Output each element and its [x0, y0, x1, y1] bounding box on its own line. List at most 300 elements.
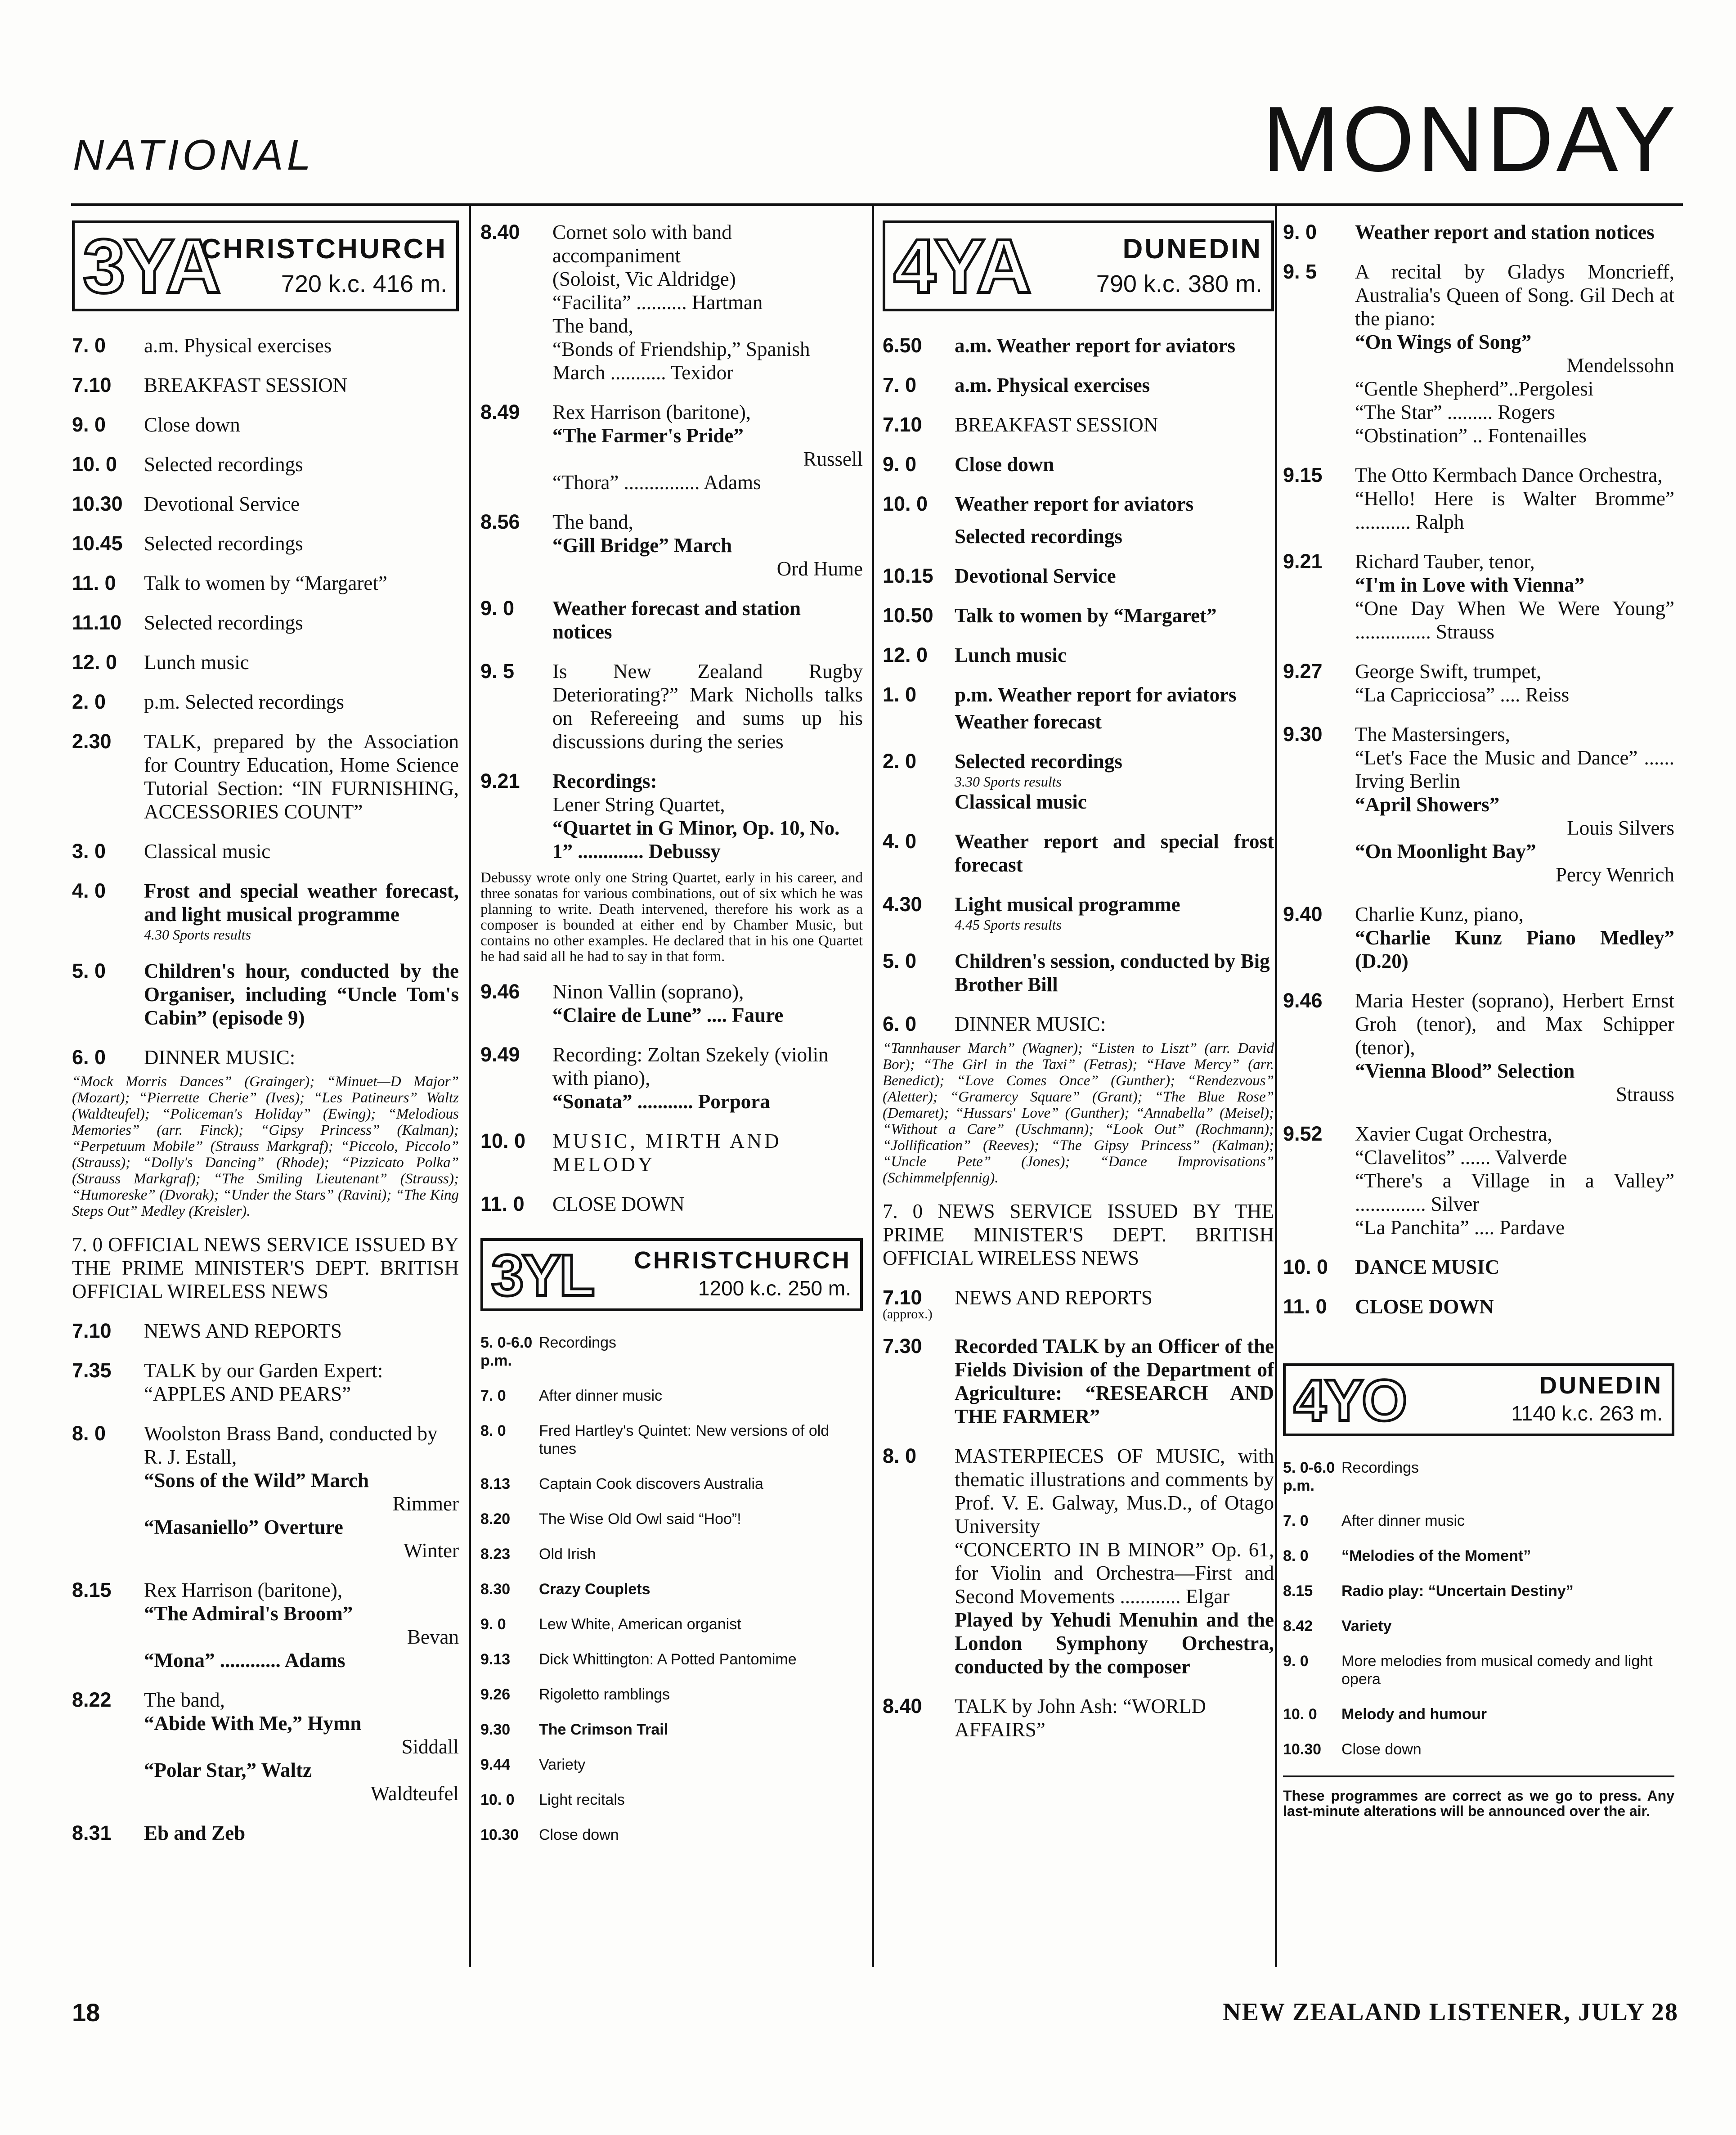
- schedule-entry: [480, 1334, 863, 1370]
- entry-time: 11. 0: [1283, 1295, 1327, 1318]
- schedule-entry: [480, 1615, 863, 1633]
- top-rule: [71, 203, 1683, 206]
- entry-title: Captain Cook discovers Australia: [539, 1475, 763, 1492]
- programme-entry: [883, 492, 1274, 548]
- entry-subtitle: Selected recordings: [955, 525, 1122, 548]
- dinner-music-list: “Tannhauser March” (Wagner); “Listen to Liszt” (arr. David Bor); “The Girl in the Taxi” (Fetras); “Have Mercy” (arr. Benedict); “Love Comes Once” (Gunther); “Rendezvous” (Aletter); “Gramercy Square” (Grant); “The Blue Rose” (Demaret); “Hussars' Love” (Gunther); “Annabella” (Meisel); “Without a Care” (Uschmann); “Look Out” (Rochmann); “Jollification” (Reeves); “The Gipsy Princess” (Kalman); “Uncle Pete” (Jones); “Dance Improvisations” (Schimmelpfennig).: [883, 1040, 1274, 1186]
- programme-entry: [883, 1012, 1274, 1036]
- station-city: DUNEDIN: [1122, 234, 1262, 265]
- programme-entry: [72, 730, 459, 823]
- entry-time: 9.49: [480, 1043, 520, 1066]
- entry-title: Rex Harrison (baritone),: [552, 401, 751, 423]
- entry-title: NEWS AND REPORTS: [955, 1286, 1153, 1309]
- entry-time: 8.20: [480, 1510, 511, 1528]
- entry-time: 10. 0: [480, 1129, 526, 1152]
- station-badge-3yl: [480, 1238, 863, 1311]
- programme-entry: [883, 373, 1274, 397]
- programme-entry: [72, 1422, 459, 1562]
- entry-time: 9.46: [1283, 989, 1323, 1012]
- schedule-entry: [480, 1475, 863, 1493]
- schedule-entry: [480, 1545, 863, 1563]
- entry-title: Richard Tauber, tenor,: [1355, 550, 1535, 573]
- entry-time: 9. 0: [480, 597, 515, 620]
- programme-entry: [72, 690, 459, 714]
- divider: [1283, 1775, 1674, 1777]
- entry-title: Is New Zealand Rugby Deteriorating?” Mark Nicholls talks on Refereeing and sums up his discussions during the series: [552, 660, 863, 753]
- programme-entry: [1283, 550, 1674, 643]
- entry-title: DINNER MUSIC:: [955, 1013, 1106, 1035]
- entry-time: 8. 0: [72, 1422, 106, 1445]
- work-title: “Let's Face the Music and Dance” ...... Irving Berlin: [1355, 746, 1674, 792]
- entry-title: Selected recordings: [144, 611, 303, 634]
- composer: Strauss: [1615, 1083, 1674, 1106]
- column-divider-1: [469, 203, 471, 1967]
- composer: Siddall: [401, 1735, 459, 1758]
- entry-time: 9. 0: [883, 453, 917, 476]
- entry-time: 9. 0: [480, 1616, 506, 1633]
- page-number: 18: [72, 1998, 100, 2027]
- entry-time: 11.10: [72, 611, 122, 634]
- entry-title: More melodies from musical comedy and light opera: [1341, 1653, 1653, 1688]
- work-title: “April Showers”: [1355, 793, 1500, 816]
- entry-title: Xavier Cugat Orchestra,: [1355, 1123, 1552, 1145]
- programme-entry: [883, 604, 1274, 627]
- entry-time: 2.30: [72, 730, 112, 753]
- programme-entry: [1283, 463, 1674, 534]
- composer: Ord Hume: [776, 557, 863, 580]
- entry-title: Crazy Couplets: [539, 1581, 650, 1598]
- performer: Played by Yehudi Menuhin and the London Symphony Orchestra, conducted by the composer: [955, 1609, 1274, 1678]
- entry-time: 8.49: [480, 400, 520, 423]
- entry-time: 8.56: [480, 510, 520, 533]
- sports-note: 3.30 Sports results: [955, 773, 1062, 790]
- programme-entry: [480, 769, 863, 863]
- entry-time: 7.10: [72, 1319, 112, 1342]
- entry-time: 12. 0: [72, 651, 117, 674]
- programme-entry: [883, 683, 1274, 733]
- entry-time: 7. 0: [480, 1387, 506, 1404]
- work-title: “Gill Bridge” March: [552, 534, 732, 557]
- entry-title: Talk to women by “Margaret”: [144, 572, 387, 594]
- work-title: “One Day When We Were Young” ............... Strauss: [1355, 597, 1674, 643]
- entry-time: 9.30: [480, 1721, 511, 1738]
- entry-time: 8. 0: [1283, 1547, 1309, 1564]
- programme-entry: [883, 750, 1274, 814]
- work-title: “Thora” ............... Adams: [552, 471, 761, 494]
- entry-title: Rex Harrison (baritone),: [144, 1579, 343, 1601]
- programme-entry: [883, 453, 1274, 476]
- programme-entry: [1283, 903, 1674, 973]
- publication-footer: NEW ZEALAND LISTENER, JULY 28: [1223, 1998, 1678, 2026]
- entry-time: 9. 0: [1283, 1653, 1309, 1670]
- work-title: “Hello! Here is Walter Bromme” ........... Ralph: [1355, 487, 1674, 533]
- column-3ya-continued: [480, 220, 863, 1861]
- station-frequency: 720 k.c. 416 m.: [281, 270, 447, 297]
- entry-time: 5. 0-6.0 p.m.: [480, 1334, 533, 1369]
- entry-time: 8.13: [480, 1475, 511, 1492]
- entry-time: 9.30: [1283, 723, 1323, 746]
- work-title: “Clavelitos” ...... Valverde: [1355, 1146, 1567, 1169]
- entry-time: 10.30: [1283, 1741, 1322, 1758]
- entry-time: 9.46: [480, 980, 520, 1003]
- entry-time: 8.40: [883, 1695, 922, 1717]
- entry-title: Selected recordings: [955, 750, 1122, 773]
- entry-title: DINNER MUSIC:: [144, 1046, 296, 1069]
- programme-entry: [883, 564, 1274, 588]
- entry-time: 9.21: [1283, 550, 1323, 573]
- network-title: NATIONAL: [73, 131, 314, 179]
- column-4ya: [883, 220, 1274, 1757]
- programme-entry: [883, 949, 1274, 996]
- programme-entry: [883, 413, 1274, 436]
- programme-entry: [72, 532, 459, 555]
- programme-entry: [1283, 989, 1674, 1106]
- call-sign: 4YO: [1294, 1367, 1406, 1433]
- entry-title: The band,: [144, 1689, 225, 1711]
- composer: Rimmer: [392, 1492, 459, 1515]
- entry-title: A recital by Gladys Moncrieff, Australia's Queen of Song. Gil Dech at the piano:: [1355, 261, 1674, 330]
- work-title: “Facilita” .......... Hartman: [552, 291, 763, 314]
- entry-title: The Otto Kermbach Dance Orchestra,: [1355, 464, 1663, 486]
- entry-title: Woolston Brass Band, conducted by R. J. Estall,: [144, 1422, 438, 1468]
- schedule-entry: [480, 1580, 863, 1598]
- programme-entry: [883, 643, 1274, 667]
- programme-entry: [72, 959, 459, 1029]
- entry-time: 10. 0: [1283, 1706, 1317, 1723]
- programme-entry: [72, 334, 459, 357]
- entry-title: Selected recordings: [144, 532, 303, 555]
- work-title: “I'm in Love with Vienna”: [1355, 574, 1585, 596]
- entry-time: 5. 0: [883, 949, 917, 972]
- work-title: “Abide With Me,” Hymn: [144, 1712, 362, 1735]
- entry-title: Weather report for aviators: [955, 493, 1194, 515]
- entry-title: BREAKFAST SESSION: [144, 374, 348, 396]
- entry-title: p.m. Weather report for aviators: [955, 683, 1237, 706]
- entry-title: Children's session, conducted by Big Brother Bill: [955, 950, 1270, 996]
- entry-title: Lew White, American organist: [539, 1616, 741, 1633]
- programme-entry: [72, 492, 459, 516]
- entry-title: Recording: Zoltan Szekely (violin with piano),: [552, 1043, 829, 1089]
- entry-title: TALK by our Garden Expert: “APPLES AND PEARS”: [144, 1359, 383, 1405]
- entry-title: Ninon Vallin (soprano),: [552, 980, 744, 1003]
- entry-title: DANCE MUSIC: [1355, 1256, 1500, 1278]
- work-title: “La Panchita” .... Pardave: [1355, 1216, 1565, 1239]
- programme-entry: [72, 840, 459, 863]
- work-title: “Bonds of Friendship,” Spanish March ........... Texidor: [552, 338, 810, 384]
- programme-entry: [1283, 723, 1674, 886]
- entry-title: Lunch music: [955, 644, 1067, 666]
- news-service: 7. 0 OFFICIAL NEWS SERVICE ISSUED BY THE PRIME MINISTER'S DEPT. BRITISH OFFICIAL WIRELESS NEWS: [72, 1233, 459, 1303]
- soloist: (Soloist, Vic Aldridge): [552, 268, 736, 290]
- entry-title: Recordings:: [552, 770, 657, 792]
- programme-note: Debussy wrote only one String Quartet, early in his career, and three sonatas for various combinations, out of six which he was planning to write. Death intervened, therefore his work as a composer is bounded at either end by Chamber Music, but contains no other examples. He declared that in his one Quartet he had said all he had to say in that form.: [480, 870, 863, 965]
- news-service: 7. 0 NEWS SERVICE ISSUED BY THE PRIME MINISTER'S DEPT. BRITISH OFFICIAL WIRELESS NEWS: [883, 1200, 1274, 1269]
- work-title: “Masaniello” Overture: [144, 1516, 343, 1538]
- performer: Lener String Quartet,: [552, 793, 725, 816]
- entry-title: Eb and Zeb: [144, 1822, 246, 1844]
- entry-time: 1. 0: [883, 683, 917, 706]
- entry-time: 8. 0: [480, 1422, 506, 1439]
- schedule-entry: [480, 1387, 863, 1405]
- schedule-entry: [480, 1756, 863, 1774]
- entry-time: 5. 0-6.0 p.m.: [1283, 1459, 1335, 1494]
- entry-time: 2. 0: [72, 690, 106, 713]
- entry-title: After dinner music: [539, 1387, 662, 1404]
- work-title: “Quartet in G Minor, Op. 10, No. 1” ............. Debussy: [552, 817, 840, 863]
- programme-entry: [883, 1444, 1274, 1678]
- entry-time: 2. 0: [883, 750, 917, 773]
- work-title: “The Star” ......... Rogers: [1355, 401, 1555, 423]
- approx-note: (approx.): [883, 1307, 933, 1321]
- entry-title: Recorded TALK by an Officer of the Fields Division of the Department of Agriculture: “RESEARCH AND THE FARMER”: [955, 1335, 1274, 1428]
- entry-time: 8.15: [1283, 1582, 1313, 1600]
- entry-time: 4. 0: [72, 879, 106, 902]
- entry-title: Charlie Kunz, piano,: [1355, 903, 1524, 926]
- entry-title: Variety: [1341, 1618, 1392, 1635]
- work-title: “Sonata” ........... Porpora: [552, 1090, 770, 1113]
- entry-title: Light recitals: [539, 1791, 625, 1808]
- entry-title: Variety: [539, 1756, 586, 1773]
- programme-entry: [480, 1129, 863, 1176]
- entry-time: 10.45: [72, 532, 123, 555]
- entry-title: TALK by John Ash: “WORLD AFFAIRS”: [955, 1695, 1206, 1741]
- composer: Russell: [803, 448, 863, 470]
- entry-time: 10. 0: [1283, 1255, 1328, 1278]
- programme-entry: [72, 651, 459, 674]
- programme-entry: [480, 980, 863, 1027]
- programme-entry: [72, 571, 459, 595]
- column-divider-2: [872, 203, 874, 1967]
- entry-title: The Crimson Trail: [539, 1721, 668, 1738]
- entry-time: 10. 0: [883, 492, 928, 515]
- station-frequency: 790 k.c. 380 m.: [1096, 270, 1262, 297]
- entry-title: Melody and humour: [1341, 1706, 1487, 1723]
- entry-title: Light musical programme: [955, 893, 1180, 916]
- entry-time: 4. 0: [883, 830, 917, 853]
- work-title: “La Capricciosa” .... Reiss: [1355, 683, 1570, 706]
- entry-title: MUSIC, MIRTH AND MELODY: [552, 1130, 782, 1176]
- sports-note: 4.30 Sports results: [144, 926, 251, 943]
- schedule-entry: [480, 1826, 863, 1844]
- entry-time: 8.15: [72, 1578, 112, 1601]
- programme-entry: [72, 1046, 459, 1069]
- entry-title: The band,: [552, 511, 633, 533]
- station-frequency: 1200 k.c. 250 m.: [698, 1277, 851, 1300]
- entry-title: BREAKFAST SESSION: [955, 414, 1158, 436]
- programme-entry: [72, 373, 459, 397]
- programme-entry: [883, 334, 1274, 357]
- work-title: “The Farmer's Pride”: [552, 424, 744, 447]
- programme-entry: [72, 611, 459, 634]
- programme-entry: [883, 1286, 1274, 1309]
- entry-time: 10.15: [883, 564, 933, 587]
- programme-entry: [1283, 1255, 1674, 1279]
- station-badge-4ya: [883, 220, 1274, 311]
- entry-title: Close down: [144, 414, 240, 436]
- entry-time: 7.35: [72, 1359, 112, 1382]
- entry-title: TALK, prepared by the Association for Country Education, Home Science Tutorial Section: “IN FURNISHING, ACCESSORIES COUNT”: [144, 730, 459, 823]
- entry-title: Recordings: [1341, 1459, 1419, 1476]
- entry-title: p.m. Selected recordings: [144, 691, 344, 713]
- schedule-entry: [1283, 1547, 1674, 1565]
- schedule-entry: [480, 1721, 863, 1739]
- dinner-music-list: “Mock Morris Dances” (Grainger); “Minuet—D Major” (Mozart); “Pierrette Cherie” (Ives); “Les Patineurs” Waltz (Waldteufel); “Policeman's Holiday” (Ewing); “Melodious Memories” (arr. Finck); “Gipsy Princess” (Kalman); “Perpetuum Mobile” (Strauss Markgraf); “Piccolo, Piccolo” (Strauss); “Dolly's Dancing” (Rhode); “Pizzicato Polka” (Strauss Markgraf); “The Smiling Lieutenant” (Strauss); “Humoreske” (Dvorak); “Under the Stars” (Ravini); “The King Steps Out” Medley (Kreisler).: [72, 1074, 459, 1219]
- entry-time: 6. 0: [72, 1046, 106, 1069]
- entry-title: NEWS AND REPORTS: [144, 1320, 342, 1342]
- entry-time: 9.27: [1283, 660, 1323, 683]
- entry-title: Weather report and station notices: [1355, 221, 1655, 243]
- programme-entry: [480, 597, 863, 643]
- station-badge-4yo: [1283, 1363, 1674, 1436]
- column-4ya-continued: [1283, 220, 1674, 1819]
- entry-title: Frost and special weather forecast, and light musical programme: [144, 880, 459, 926]
- composer: Percy Wenrich: [1555, 863, 1674, 886]
- entry-title: Weather report and special frost forecast: [955, 830, 1274, 876]
- programme-entry: [72, 1821, 459, 1845]
- entry-time: 7. 0: [1283, 1512, 1309, 1529]
- entry-time: 7.10: [883, 1286, 922, 1309]
- entry-time: 10. 0: [72, 453, 117, 476]
- entry-title: a.m. Physical exercises: [144, 334, 332, 357]
- entry-subtitle: Classical music: [955, 791, 1087, 813]
- entry-title: Close down: [539, 1826, 619, 1843]
- entry-time: 8.22: [72, 1688, 112, 1711]
- work-title: “Sons of the Wild” March: [144, 1469, 369, 1492]
- schedule-entry: [1283, 1617, 1674, 1635]
- programme-entry: [883, 1335, 1274, 1428]
- entry-time: 9. 5: [1283, 260, 1317, 283]
- schedule-entry: [480, 1650, 863, 1668]
- entry-time: 7.10: [72, 373, 112, 396]
- station-city: DUNEDIN: [1539, 1372, 1663, 1399]
- entry-time: 11. 0: [480, 1192, 525, 1215]
- work-title: “CONCERTO IN B MINOR” Op. 61, for Violin and Orchestra—First and Second Movements ............ Elgar: [955, 1538, 1274, 1608]
- entry-title: Weather forecast and station notices: [552, 597, 801, 643]
- programme-entry: [883, 830, 1274, 876]
- schedule-entry: [1283, 1740, 1674, 1758]
- day-title: MONDAY: [1262, 87, 1678, 191]
- schedule-entry: [480, 1422, 863, 1458]
- entry-time: 7.30: [883, 1335, 922, 1357]
- entry-title: a.m. Physical exercises: [955, 374, 1150, 396]
- programme-entry: [72, 1578, 459, 1672]
- entry-time: 9. 0: [1283, 220, 1317, 243]
- programme-entry: [480, 510, 863, 580]
- entry-title: George Swift, trumpet,: [1355, 660, 1542, 683]
- call-sign: 3YA: [83, 224, 220, 309]
- work-title: “Charlie Kunz Piano Medley” (D.20): [1355, 926, 1674, 972]
- work-title: “The Admiral's Broom”: [144, 1602, 353, 1625]
- entry-time: 6.50: [883, 334, 922, 357]
- work-title: “On Moonlight Bay”: [1355, 840, 1536, 863]
- entry-time: 4.30: [883, 893, 922, 916]
- programme-entry: [72, 1688, 459, 1805]
- column-3ya: [72, 220, 459, 1861]
- call-sign: 4YA: [893, 224, 1030, 309]
- entry-title: The Mastersingers,: [1355, 723, 1510, 746]
- entry-time: 3. 0: [72, 840, 106, 863]
- entry-title: After dinner music: [1341, 1512, 1465, 1529]
- programme-entry: [480, 1192, 863, 1216]
- schedule-entry: [1283, 1582, 1674, 1600]
- programme-entry: [72, 1319, 459, 1343]
- entry-title: Talk to women by “Margaret”: [955, 604, 1217, 627]
- schedule-entry: [1283, 1652, 1674, 1688]
- schedule-entry: [1283, 1705, 1674, 1723]
- call-sign: 3YL: [491, 1242, 593, 1308]
- entry-time: 9.26: [480, 1686, 511, 1703]
- entry-time: 10. 0: [480, 1791, 515, 1808]
- performer: The band,: [552, 315, 633, 337]
- entry-time: 8. 0: [883, 1444, 917, 1467]
- entry-time: 10.50: [883, 604, 933, 627]
- entry-title: Old Irish: [539, 1546, 596, 1563]
- programme-entry: [883, 893, 1274, 933]
- schedule-entry: [1283, 1512, 1674, 1530]
- entry-title: Radio play: “Uncertain Destiny”: [1341, 1582, 1574, 1600]
- programme-entry: [1283, 220, 1674, 244]
- entry-title: Recordings: [539, 1334, 616, 1351]
- schedule-entry: [480, 1510, 863, 1528]
- entry-time: 10.30: [480, 1826, 519, 1843]
- entry-title: The Wise Old Owl said “Hoo”!: [539, 1510, 741, 1528]
- entry-time: 11. 0: [72, 571, 116, 594]
- entry-time: 6. 0: [883, 1012, 917, 1035]
- composer: Winter: [403, 1539, 459, 1562]
- entry-time: 9.13: [480, 1651, 511, 1668]
- programme-entry: [1283, 1122, 1674, 1239]
- entry-title: MASTERPIECES OF MUSIC, with thematic illustrations and comments by Prof. V. E. Galway, Mus.D., of Otago University: [955, 1445, 1274, 1537]
- programme-entry: [1283, 660, 1674, 706]
- schedule-entry: [480, 1686, 863, 1704]
- work-title: “Gentle Shepherd”..Pergolesi: [1355, 378, 1594, 400]
- work-title: “Polar Star,” Waltz: [144, 1759, 312, 1781]
- entry-time: 9.44: [480, 1756, 511, 1773]
- programme-entry: [480, 1043, 863, 1113]
- entry-time: 8.40: [480, 220, 520, 243]
- entry-time: 7. 0: [72, 334, 106, 357]
- entry-title: “Melodies of the Moment”: [1341, 1547, 1531, 1564]
- entry-time: 9.15: [1283, 463, 1323, 486]
- programme-entry: [72, 413, 459, 436]
- entry-time: 7. 0: [883, 373, 917, 396]
- programme-entry: [480, 400, 863, 494]
- entry-title: Cornet solo with band accompaniment: [552, 221, 732, 267]
- entry-time: 9. 0: [72, 413, 106, 436]
- entry-title: Classical music: [144, 840, 271, 863]
- programme-entry: [1283, 260, 1674, 447]
- work-title: “On Wings of Song”: [1355, 331, 1532, 353]
- composer: Louis Silvers: [1567, 817, 1674, 839]
- work-title: “Mona” ............ Adams: [144, 1649, 345, 1672]
- entry-time: 9.52: [1283, 1122, 1323, 1145]
- programme-entry: [72, 453, 459, 476]
- entry-title: Selected recordings: [144, 453, 303, 476]
- entry-title: a.m. Weather report for aviators: [955, 334, 1236, 357]
- entry-time: 9.21: [480, 769, 520, 792]
- entry-time: 9.40: [1283, 903, 1323, 926]
- entry-time: 12. 0: [883, 643, 928, 666]
- programme-entry: [480, 220, 863, 384]
- programme-entry: [1283, 1295, 1674, 1318]
- entry-title: CLOSE DOWN: [552, 1193, 685, 1215]
- entry-title: Close down: [1341, 1741, 1422, 1758]
- entry-title: Lunch music: [144, 651, 249, 674]
- entry-title: Maria Hester (soprano), Herbert Ernst Groh (tenor), and Max Schipper (tenor),: [1355, 989, 1674, 1059]
- work-title: “Obstination” .. Fontenailles: [1355, 424, 1587, 447]
- station-city: CHRISTCHURCH: [634, 1247, 851, 1274]
- schedule-entry: [1283, 1459, 1674, 1495]
